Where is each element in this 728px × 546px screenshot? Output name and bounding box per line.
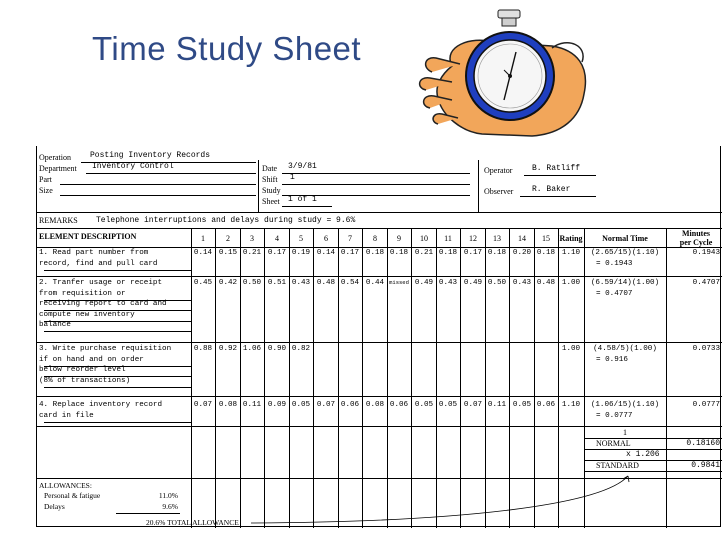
- personal-fatigue-value: 11.0%: [158, 491, 178, 500]
- cycle-time-cell: 0.14: [193, 249, 213, 257]
- col-cycle-3: 3: [250, 234, 254, 243]
- col-minutes-header-2: per Cycle: [679, 238, 713, 247]
- rating-cell: 1.00: [561, 345, 581, 353]
- cycle-time-cell: 0.07: [463, 401, 483, 409]
- cycle-time-cell: 0.49: [414, 279, 434, 287]
- slide-title: Time Study Sheet: [92, 30, 362, 67]
- operation-label: Operation: [39, 153, 71, 162]
- delays-label: Delays: [44, 502, 65, 511]
- normal-time-calc: (6.59/14)(1.00): [590, 279, 660, 287]
- part-label: Part: [39, 175, 52, 184]
- cycle-time-cell: 0.11: [242, 401, 262, 409]
- cycle-time-cell: 0.08: [218, 401, 238, 409]
- cycle-time-cell: 0.17: [267, 249, 287, 257]
- operator-value: B. Ratliff: [532, 164, 581, 173]
- cycle-time-cell: 0.82: [291, 345, 311, 353]
- rating-cell: 1.10: [561, 249, 581, 257]
- cycle-time-cell: 0.48: [536, 279, 556, 287]
- col-cycle-5: 5: [299, 234, 303, 243]
- col-cycle-13: 13: [493, 234, 501, 243]
- observer-value: R. Baker: [532, 185, 571, 194]
- col-cycle-8: 8: [373, 234, 377, 243]
- cycle-time-cell: 0.07: [193, 401, 213, 409]
- normal-time-result: = 0.0777: [596, 411, 633, 420]
- cycle-time-cell: 0.45: [193, 279, 213, 287]
- col-cycle-15: 15: [542, 234, 550, 243]
- rating-cell: 1.10: [561, 401, 581, 409]
- col-cycle-12: 12: [469, 234, 477, 243]
- normal-total-label: NORMAL: [596, 439, 631, 448]
- col-cycle-10: 10: [420, 234, 428, 243]
- stopwatch-hand-illustration: [412, 6, 602, 142]
- col-cycle-11: 11: [444, 234, 452, 243]
- cycle-time-cell: 0.07: [316, 401, 336, 409]
- delays-value: 9.6%: [162, 502, 178, 511]
- cycle-time-cell: 0.92: [218, 345, 238, 353]
- col-cycle-7: 7: [348, 234, 352, 243]
- date-value: 3/9/81: [288, 162, 317, 171]
- element-desc-line: if on hand and on order: [39, 355, 144, 364]
- standard-total-value: 0.9841: [691, 461, 720, 470]
- cycle-time-cell: 0.05: [291, 401, 311, 409]
- operation-value: Posting Inventory Records: [90, 151, 211, 160]
- normal-time-calc: (1.06/15)(1.10): [590, 401, 660, 409]
- minutes-per-cycle-cell: 0.0733: [692, 345, 720, 353]
- cycle-time-cell: 0.09: [267, 401, 287, 409]
- cycle-time-cell: 0.54: [340, 279, 360, 287]
- cycle-time-cell: 0.20: [512, 249, 532, 257]
- element-desc-line: receiving report to card and: [39, 300, 167, 308]
- element-desc-line: record, find and pull card: [39, 259, 158, 268]
- element-desc-line: compute new inventory: [39, 310, 135, 319]
- cycle-time-cell: 0.44: [365, 279, 385, 287]
- totals-one: 1: [623, 428, 627, 437]
- col-rating-header: Rating: [559, 234, 583, 243]
- remarks-label: REMARKS: [39, 216, 78, 225]
- col-normal-header: Normal Time: [602, 234, 648, 243]
- minutes-per-cycle-cell: 0.4707: [692, 279, 720, 287]
- allowance-multiplier: x 1.206: [626, 450, 660, 459]
- normal-time-result: = 0.4707: [596, 289, 633, 298]
- cycle-time-cell: 0.21: [414, 249, 434, 257]
- minutes-per-cycle-cell: 0.1943: [692, 249, 720, 257]
- cycle-time-cell: 0.15: [218, 249, 238, 257]
- element-desc-line: balance: [39, 321, 71, 329]
- cycle-time-cell: 0.11: [487, 401, 507, 409]
- cycle-time-cell: 0.43: [512, 279, 532, 287]
- cycle-time-cell: 0.21: [242, 249, 262, 257]
- cycle-time-cell: 0.06: [536, 401, 556, 409]
- col-cycle-9: 9: [397, 234, 401, 243]
- sheet-value: 1 of 1: [288, 195, 317, 204]
- cycle-time-cell: 0.42: [218, 279, 238, 287]
- col-cycle-2: 2: [226, 234, 230, 243]
- standard-total-label: STANDARD: [596, 461, 639, 470]
- element-desc-line: (8% of transactions): [39, 376, 131, 385]
- col-cycle-1: 1: [201, 234, 205, 243]
- cycle-time-cell: 0.18: [487, 249, 507, 257]
- cycle-time-cell: 0.05: [438, 401, 458, 409]
- observer-label: Observer: [484, 187, 514, 196]
- minutes-per-cycle-cell: 0.0777: [692, 401, 720, 409]
- department-value: Inventory Control: [92, 162, 174, 171]
- normal-time-result: = 0.916: [596, 355, 628, 364]
- cycle-time-cell: 0.50: [487, 279, 507, 287]
- col-minutes-header-1: Minutes: [682, 229, 710, 238]
- element-desc-line: 3. Write purchase requisition: [39, 345, 172, 353]
- cycle-time-cell: 0.18: [536, 249, 556, 257]
- cycle-time-cell: 0.17: [463, 249, 483, 257]
- cycle-time-cell: 0.08: [365, 401, 385, 409]
- cycle-time-cell: 0.06: [340, 401, 360, 409]
- department-label: Department: [39, 164, 77, 173]
- personal-fatigue-label: Personal & fatigue: [44, 491, 101, 500]
- cycle-time-cell: 0.43: [438, 279, 458, 287]
- time-study-form: [36, 146, 722, 528]
- size-label: Size: [39, 186, 53, 195]
- cycle-time-cell: 0.18: [365, 249, 385, 257]
- normal-time-calc: (2.65/15)(1.10): [590, 249, 660, 257]
- cycle-time-cell: 0.48: [316, 279, 336, 287]
- shift-value: 1: [290, 173, 295, 182]
- element-desc-line: below reorder level: [39, 366, 126, 374]
- cycle-time-cell: 0.90: [267, 345, 287, 353]
- sheet-label: Sheet: [262, 197, 280, 206]
- col-cycle-4: 4: [275, 234, 279, 243]
- cycle-time-cell: missed: [389, 279, 409, 286]
- allowances-label: ALLOWANCES:: [39, 481, 92, 490]
- element-desc-line: from requisition or: [39, 289, 126, 298]
- cycle-time-cell: 0.50: [242, 279, 262, 287]
- total-allowance: 20.6% TOTAL ALLOWANCE: [146, 518, 239, 527]
- element-desc-line: 2. Tranfer usage or receipt: [39, 279, 163, 287]
- cycle-time-cell: 0.88: [193, 345, 213, 353]
- element-desc-line: 4. Replace inventory record: [39, 401, 163, 409]
- cycle-time-cell: 0.51: [267, 279, 287, 287]
- cycle-time-cell: 0.18: [438, 249, 458, 257]
- date-label: Date: [262, 164, 278, 173]
- cycle-time-cell: 0.14: [316, 249, 336, 257]
- normal-time-result: = 0.1943: [596, 259, 633, 268]
- cycle-time-cell: 0.43: [291, 279, 311, 287]
- cycle-time-cell: 0.05: [414, 401, 434, 409]
- study-label: Study: [262, 186, 281, 195]
- col-cycle-6: 6: [324, 234, 328, 243]
- cycle-time-cell: 0.05: [512, 401, 532, 409]
- cycle-time-cell: 0.19: [291, 249, 311, 257]
- cycle-time-cell: 1.06: [242, 345, 262, 353]
- element-desc-line: card in file: [39, 411, 94, 420]
- cycle-time-cell: 0.18: [389, 249, 409, 257]
- remarks-value: Telephone interruptions and delays during study = 9.6%: [96, 216, 356, 225]
- normal-time-calc: (4.58/5)(1.00): [593, 345, 657, 353]
- normal-total-value: 0.18160: [686, 439, 720, 448]
- element-desc-line: 1. Read part number from: [39, 249, 149, 257]
- cycle-time-cell: 0.17: [340, 249, 360, 257]
- col-element-header: ELEMENT DESCRIPTION: [39, 232, 137, 241]
- shift-label: Shift: [262, 175, 278, 184]
- cycle-time-cell: 0.06: [389, 401, 409, 409]
- col-cycle-14: 14: [518, 234, 526, 243]
- operator-label: Operator: [484, 166, 513, 175]
- rating-cell: 1.00: [561, 279, 581, 287]
- cycle-time-cell: 0.49: [463, 279, 483, 287]
